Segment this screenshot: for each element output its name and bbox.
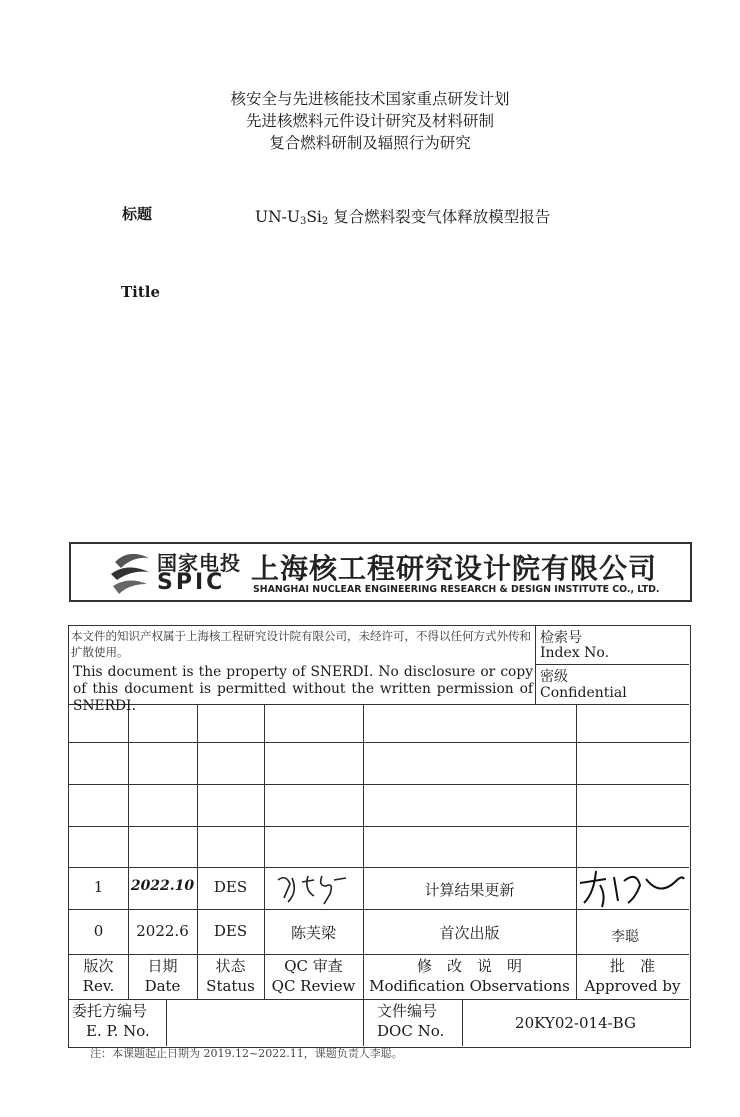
col-rev: 版次 Rev. [82, 957, 115, 995]
company-banner [69, 542, 692, 602]
spic-logo-icon [107, 548, 153, 596]
title-mid: Si [306, 208, 322, 226]
confidential-label-en: Confidential [540, 685, 627, 701]
title-label-cn: 标题 [122, 205, 153, 223]
rev-0-approved: 李聪 [611, 929, 639, 945]
project-line-2: 先进核燃料元件设计研究及材料研制 [245, 112, 494, 130]
company-name-en: SHANGHAI NUCLEAR ENGINEERING RESEARCH & DESIGN INSTITUTE CO., LTD. [253, 584, 660, 595]
col-date: 日期 Date [144, 957, 181, 995]
col-status: 状态 Status [206, 957, 255, 995]
index-label-en: Index No. [540, 645, 610, 661]
approval-signature-icon [576, 867, 686, 911]
title-suffix: 复合燃料裂变气体释放模型报告 [328, 208, 551, 226]
company-name-cn: 上海核工程研究设计院有限公司 [251, 552, 658, 585]
project-header [0, 88, 740, 154]
doc-label: 文件编号 DOC No. [377, 1002, 445, 1040]
rev-0-qc: 陈芙梁 [290, 924, 336, 942]
confidential-label-cn: 密级 [540, 669, 568, 685]
project-line-1: 核安全与先进核能技术国家重点研发计划 [230, 90, 510, 108]
col-qc: QC 审查 QC Review [271, 957, 356, 995]
notice-en: This document is the property of SNERDI. No disclosure or copy of this document is permitted without the written permission of SNERDI. [73, 664, 533, 714]
rev-1-description: 计算结果更新 [424, 881, 515, 899]
col-modification: 修 改 说 明 Modification Observations [369, 957, 570, 995]
brand-en: SPIC [157, 570, 226, 595]
ep-label: 委托方编号 E. P. No. [72, 1002, 150, 1040]
rev-0-date: 2022.6 [136, 922, 189, 940]
col-approved: 批 准 Approved by [584, 957, 681, 995]
document-control-table [68, 625, 691, 1048]
rev-0-description: 首次出版 [439, 924, 500, 942]
notice-cn: 本文件的知识产权属于上海核工程研究设计院有限公司，未经许可，不得以任何方式外传和扩散使用。 [71, 629, 531, 659]
rev-1-number: 1 [93, 878, 104, 896]
project-line-3: 复合燃料研制及辐照行为研究 [269, 134, 471, 152]
title-prefix: UN-U [255, 208, 300, 226]
rev-0-number: 0 [93, 922, 104, 940]
title-label-en: Title [121, 283, 161, 301]
index-label-cn: 检索号 [540, 630, 582, 646]
brand-cn: 国家电投 [157, 551, 241, 575]
footnote: 注：本课题起止日期为 2019.12~2022.11，课题负责人李聪。 [90, 1047, 403, 1060]
title-sub-1: 3 [299, 216, 307, 227]
title-sub-2: 2 [321, 216, 329, 227]
rev-1-status: DES [213, 878, 248, 896]
rev-0-status: DES [213, 922, 248, 940]
qc-signature-icon [274, 872, 354, 906]
document-title [255, 205, 550, 227]
doc-number: 20KY02-014-BG [515, 1014, 636, 1032]
rev-1-date: 2022.10 [130, 878, 195, 894]
